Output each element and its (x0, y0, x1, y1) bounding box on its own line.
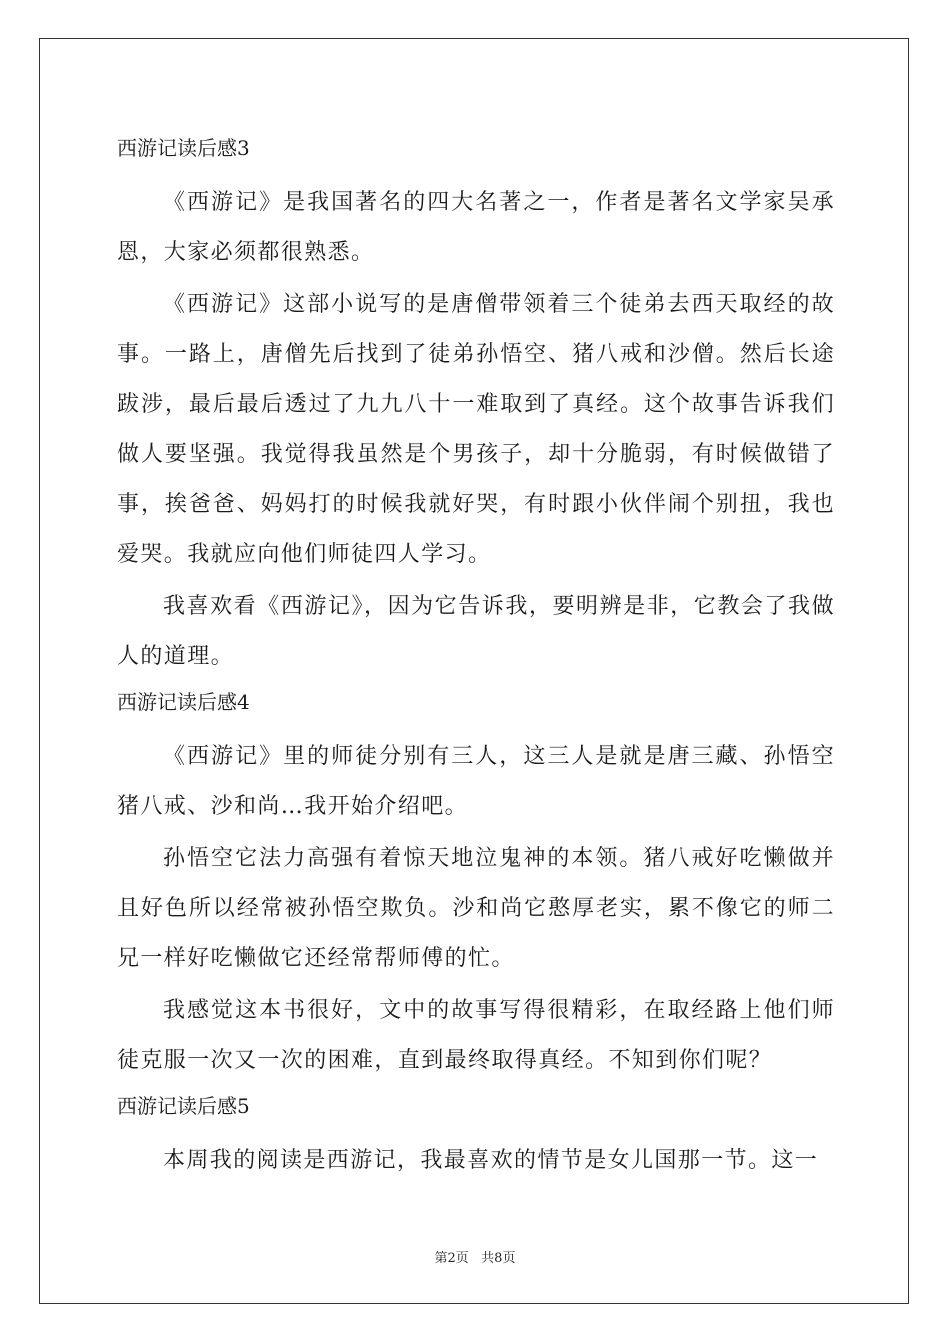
document-body (117, 128, 835, 1186)
section-5 (117, 1086, 835, 1186)
paragraph: 《西游记》是我国著名的四大名著之一，作者是著名文学家吴承恩，大家必须都很熟悉。 (117, 190, 835, 265)
paragraph: 我感觉这本书很好，文中的故事写得很精彩，在取经路上他们师徒克服一次又一次的困难，直到最终取得真经。不知到你们呢？ (117, 998, 835, 1073)
paragraph: 我喜欢看《西游记》，因为它告诉我，要明辨是非，它教会了我做人的道理。 (117, 594, 835, 669)
section-title: 西游记读后感4 (117, 690, 250, 714)
paragraph: 《西游记》这部小说写的是唐僧带领着三个徒弟去西天取经的故事。一路上，唐僧先后找到了徒弟孙悟空、猪八戒和沙僧。然后长途跋涉，最后最后透过了九九八十一难取到了真经。这个故事告诉我们做人要坚强。我觉得我虽然是个男孩子，却十分脆弱，有时候做错了事，挨爸爸、妈妈打的时候我就好哭，有时跟小伙伴闹个别扭，我也爱哭。我就应向他们师徒四人学习。 (117, 292, 835, 567)
section-title: 西游记读后感3 (117, 136, 250, 160)
page-number-footer: 第2页 共8页 (434, 1251, 516, 1266)
section-3 (117, 128, 835, 682)
paragraph: 《西游记》里的师徒分别有三人，这三人是就是唐三藏、孙悟空猪八戒、沙和尚…我开始介绍吧。 (117, 744, 835, 819)
section-4 (117, 682, 835, 1086)
section-title: 西游记读后感5 (117, 1094, 250, 1118)
paragraph: 孙悟空它法力高强有着惊天地泣鬼神的本领。猪八戒好吃懒做并且好色所以经常被孙悟空欺负。沙和尚它憨厚老实，累不像它的师二兄一样好吃懒做它还经常帮师傅的忙。 (117, 846, 835, 971)
paragraph: 本周我的阅读是西游记，我最喜欢的情节是女儿国那一节。这一 (163, 1148, 819, 1173)
